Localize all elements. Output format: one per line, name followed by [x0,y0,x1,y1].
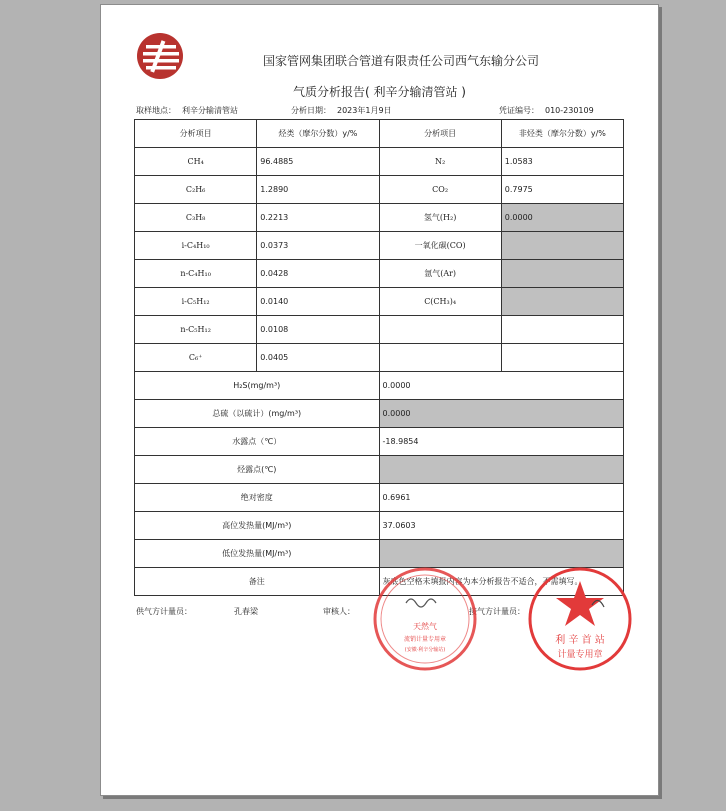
nonhydrocarbon-value: 1.0583 [501,148,623,176]
date-value: 2023年1月9日 [337,106,392,115]
hydrocarbon-value: 0.0428 [257,260,379,288]
property-value [379,540,624,568]
receiver-meter-label: 接气方计量员： [469,607,525,616]
right-stamp-line-1: 利 辛 首 站 [555,635,605,646]
header-item-nonhydrocarbon: 分析项目 [379,120,501,148]
table-row [135,316,624,344]
pipechina-logo [136,32,184,80]
left-stamp-line-3: (安徽·利辛分输站) [404,647,446,653]
nonhydrocarbon-item: CO₂ [379,176,501,204]
table-row [135,232,624,260]
right-official-stamp [526,565,634,673]
property-value: 0.0000 [379,400,624,428]
hydrocarbon-value: 0.0373 [257,232,379,260]
property-value: 灰底色空格未填报内容为本分析报告不适合，不需填写。 [379,568,624,596]
hydrocarbon-value: 0.2213 [257,204,379,232]
table-row [135,148,624,176]
nonhydrocarbon-item: N₂ [379,148,501,176]
nonhydrocarbon-item: 氩气(Ar) [379,260,501,288]
nonhydrocarbon-value [501,260,623,288]
left-stamp-line-2: 流销计量专用章 [403,636,447,643]
analysis-date [291,105,392,116]
header-item-hydrocarbon: 分析项目 [135,120,257,148]
property-label: 总硫（以硫计）(mg/m³) [135,400,380,428]
property-label: 备注 [135,568,380,596]
property-value: 0.0000 [379,372,624,400]
reviewer-label: 审核人： [323,607,355,616]
table-row [135,484,624,512]
left-official-stamp [371,565,479,673]
certificate-number [499,105,594,116]
table-row [135,260,624,288]
nonhydrocarbon-value: 0.0000 [501,204,623,232]
header-hydrocarbon-fraction: 烃类（摩尔分数）y/% [257,120,379,148]
hydrocarbon-value: 96.4885 [257,148,379,176]
supplier-meter-name: 孔春梁 [234,607,258,616]
left-stamp-line-1: 天然气 [413,622,437,631]
hydrocarbon-item: C₂H₆ [135,176,257,204]
nonhydrocarbon-value [501,232,623,260]
table-row [135,512,624,540]
cert-value: 010-230109 [545,106,594,115]
nonhydrocarbon-item: C(CH₃)₄ [379,288,501,316]
hydrocarbon-item: i-C₄H₁₀ [135,232,257,260]
property-label: 绝对密度 [135,484,380,512]
nonhydrocarbon-item: 一氧化碳(CO) [379,232,501,260]
nonhydrocarbon-value [501,288,623,316]
table-row [135,204,624,232]
property-label: 低位发热量(MJ/m³) [135,540,380,568]
table-row [135,288,624,316]
hydrocarbon-value: 0.0108 [257,316,379,344]
report-title: 气质分析报告( 利辛分输清管站 ) [293,85,466,99]
hydrocarbon-item: n-C₅H₁₂ [135,316,257,344]
table-row [135,540,624,568]
location-label: 取样地点： [136,106,176,115]
hydrocarbon-value: 0.0405 [257,344,379,372]
hydrocarbon-value: 1.2890 [257,176,379,204]
cert-label: 凭证编号： [499,106,539,115]
table-row [135,176,624,204]
supplier-meter-label: 供气方计量员： [136,607,192,616]
nonhydrocarbon-value: 0.7975 [501,176,623,204]
header-nonhydrocarbon-fraction: 非烃类（摩尔分数）y/% [501,120,623,148]
table-row [135,428,624,456]
property-label: 水露点（℃） [135,428,380,456]
report-page [100,4,659,796]
hydrocarbon-item: n-C₄H₁₀ [135,260,257,288]
hydrocarbon-item: i-C₅H₁₂ [135,288,257,316]
analysis-table [134,119,624,596]
nonhydrocarbon-item: 氢气(H₂) [379,204,501,232]
table-row [135,400,624,428]
table-row [135,456,624,484]
table-row [135,344,624,372]
hydrocarbon-item: CH₄ [135,148,257,176]
property-value [379,456,624,484]
nonhydrocarbon-item [379,344,501,372]
nonhydrocarbon-value [501,316,623,344]
nonhydrocarbon-value [501,344,623,372]
property-value: 37.0603 [379,512,624,540]
nonhydrocarbon-item [379,316,501,344]
company-name: 国家管网集团联合管道有限责任公司西气东输分公司 [262,54,539,68]
property-label: 高位发热量(MJ/m³) [135,512,380,540]
table-header-row [135,120,624,148]
sampling-location [136,105,238,116]
table-row [135,372,624,400]
property-value: -18.9854 [379,428,624,456]
hydrocarbon-item: C₃H₈ [135,204,257,232]
date-label: 分析日期： [291,106,331,115]
hydrocarbon-value: 0.0140 [257,288,379,316]
location-value: 利辛分输清管站 [182,106,238,115]
property-value: 0.6961 [379,484,624,512]
hydrocarbon-item: C₆⁺ [135,344,257,372]
property-label: 烃露点(℃) [135,456,380,484]
property-label: H₂S(mg/m³) [135,372,380,400]
right-stamp-line-2: 计量专用章 [557,650,603,660]
